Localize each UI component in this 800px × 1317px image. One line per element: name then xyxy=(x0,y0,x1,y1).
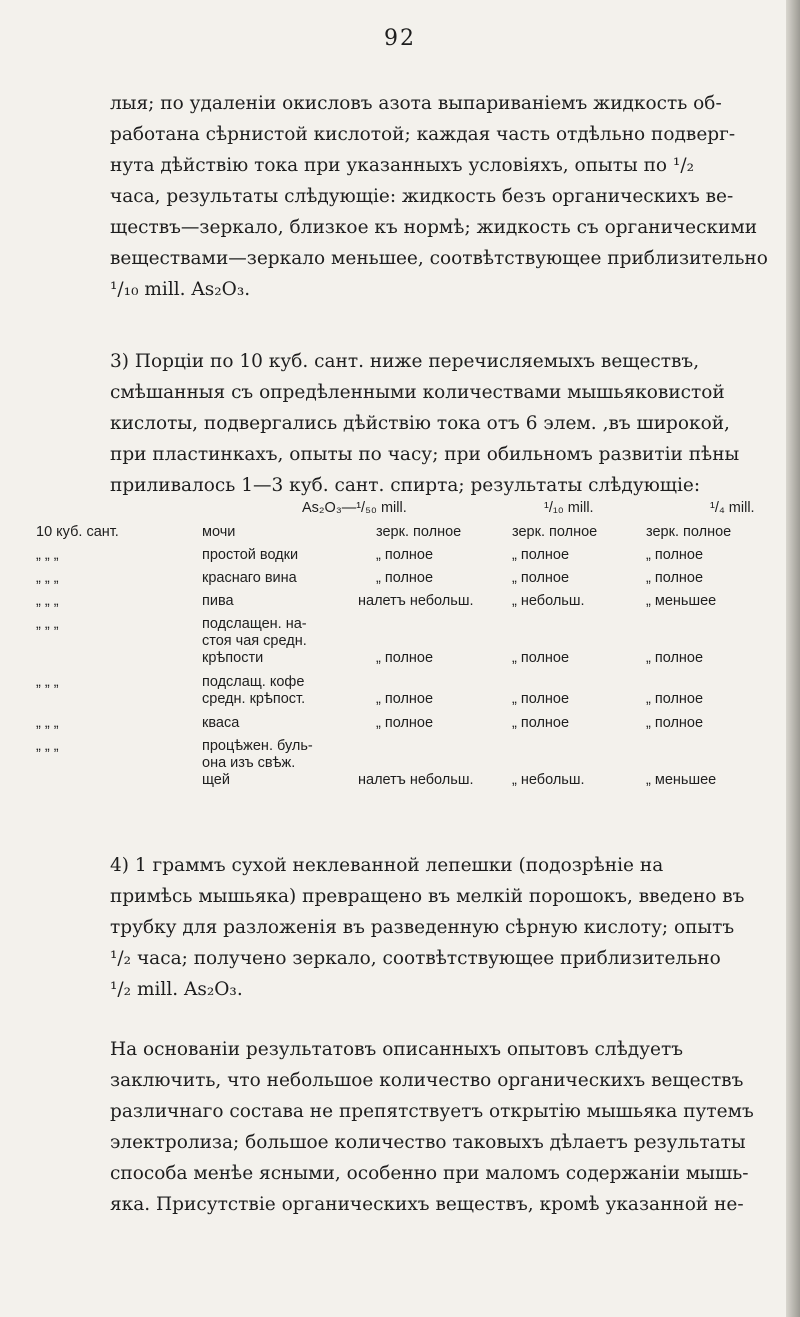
paragraph-4: 4) 1 граммъ сухой неклеванной лепешки (подозрѣніе на примѣсь мышьяка) превращено въ мелкій порошокъ, введено въ трубку для разложенія въ разведенную сѣрную кислоту; опытъ ¹/₂ часа; получено зеркало, соотвѣтствующее приблизительно ¹/₂ mill. As₂O₃. xyxy=(110,855,745,1000)
table-row xyxy=(36,738,780,796)
table-row xyxy=(36,715,780,738)
row-result-2: „ небольш. xyxy=(512,772,585,788)
table-row xyxy=(36,547,780,570)
row-result-1: налетъ небольш. xyxy=(358,593,474,609)
row-result-3: „ полное xyxy=(646,570,704,586)
row-result-1: „ полное xyxy=(376,691,434,707)
row-quantity: 10 куб. сант. xyxy=(36,524,119,540)
row-result-2: „ полное xyxy=(512,650,570,666)
row-result-1: „ полное xyxy=(376,547,434,563)
header-col-2: ¹/₁₀ mill. xyxy=(544,500,594,516)
page-number: 92 xyxy=(384,26,416,51)
row-quantity: „ „ „ xyxy=(36,593,59,609)
table-row xyxy=(36,616,780,674)
table-row xyxy=(36,570,780,593)
paragraph-3: 3) Порціи по 10 куб. сант. ниже перечисляемыхъ веществъ, смѣшанныя съ опредѣленными количествами мышьяковистой кислоты, подвергались дѣйствію тока отъ 6 элем. ,въ широкой, при пластинкахъ, опыты по часу; при обильномъ развитіи пѣны приливалось 1—3 куб. сант. спирта; результаты слѣдующіе: xyxy=(110,351,740,496)
table-row xyxy=(36,674,780,715)
row-quantity: „ „ „ xyxy=(36,570,59,586)
header-col-3: ¹/₄ mill. xyxy=(710,500,755,516)
table-header xyxy=(36,500,780,524)
row-result-3: „ меньшее xyxy=(646,772,717,788)
row-result-3: „ полное xyxy=(646,715,704,731)
row-result-2: „ полное xyxy=(512,570,570,586)
results-table xyxy=(36,500,780,796)
row-substance: мочи xyxy=(202,524,236,540)
paragraph-continuation: лыя; по удаленіи окисловъ азота выпариваніемъ жидкость об- работана сѣрнистой кислотой; каждая часть отдѣльно подверг- нута дѣйствію тока при указанныхъ условіяхъ, опыты по ¹/₂ часа, результаты слѣдующіе: жидкость безъ органическихъ ве- ществъ—зеркало, близкое къ нормѣ; жидкость съ органическими веществами—зеркало меньшее, соотвѣтствующее приблизительно ¹/₁₀ mill. As₂O₃. xyxy=(110,93,768,300)
row-result-2: зерк. полное xyxy=(512,524,598,540)
row-result-2: „ полное xyxy=(512,715,570,731)
row-substance: процѣжен. буль- она изъ свѣж. щей xyxy=(202,738,313,788)
row-result-3: „ полное xyxy=(646,650,704,666)
row-result-3: „ меньшее xyxy=(646,593,717,609)
row-quantity: „ „ „ xyxy=(36,616,59,632)
table-row xyxy=(36,524,780,547)
row-result-2: „ полное xyxy=(512,691,570,707)
row-result-1: „ полное xyxy=(376,715,434,731)
row-result-2: „ полное xyxy=(512,547,570,563)
row-quantity: „ „ „ xyxy=(36,715,59,731)
row-result-1: зерк. полное xyxy=(376,524,462,540)
paragraph-conclusion: На основаніи результатовъ описанныхъ опытовъ слѣдуетъ заключить, что небольшое количество органическихъ веществъ различнаго состава не препятствуетъ открытію мышьяка путемъ электролиза; большое количество таковыхъ дѣлаетъ результаты способа менѣе ясными, особенно при маломъ содержаніи мышь- яка. Присутствіе органическихъ веществъ, кромѣ указанной не- xyxy=(110,1039,754,1215)
row-substance: пива xyxy=(202,593,234,609)
row-substance: подслащ. кофе средн. крѣпост. xyxy=(202,674,306,707)
row-quantity: „ „ „ xyxy=(36,547,59,563)
row-substance: кваса xyxy=(202,715,240,731)
row-result-1: „ полное xyxy=(376,570,434,586)
row-substance: простой водки xyxy=(202,547,299,563)
header-col-1: As₂O₃—¹/₅₀ mill. xyxy=(302,500,407,516)
row-substance: подслащен. на- стоя чая средн. крѣпости xyxy=(202,616,307,666)
table-row xyxy=(36,593,780,616)
row-result-1: налетъ небольш. xyxy=(358,772,474,788)
row-result-1: „ полное xyxy=(376,650,434,666)
row-result-3: „ полное xyxy=(646,547,704,563)
row-substance: краснаго вина xyxy=(202,570,297,586)
row-result-3: „ полное xyxy=(646,691,704,707)
row-quantity: „ „ „ xyxy=(36,738,59,754)
row-quantity: „ „ „ xyxy=(36,674,59,690)
row-result-3: зерк. полное xyxy=(646,524,732,540)
page-edge xyxy=(786,0,800,1317)
row-result-2: „ небольш. xyxy=(512,593,585,609)
